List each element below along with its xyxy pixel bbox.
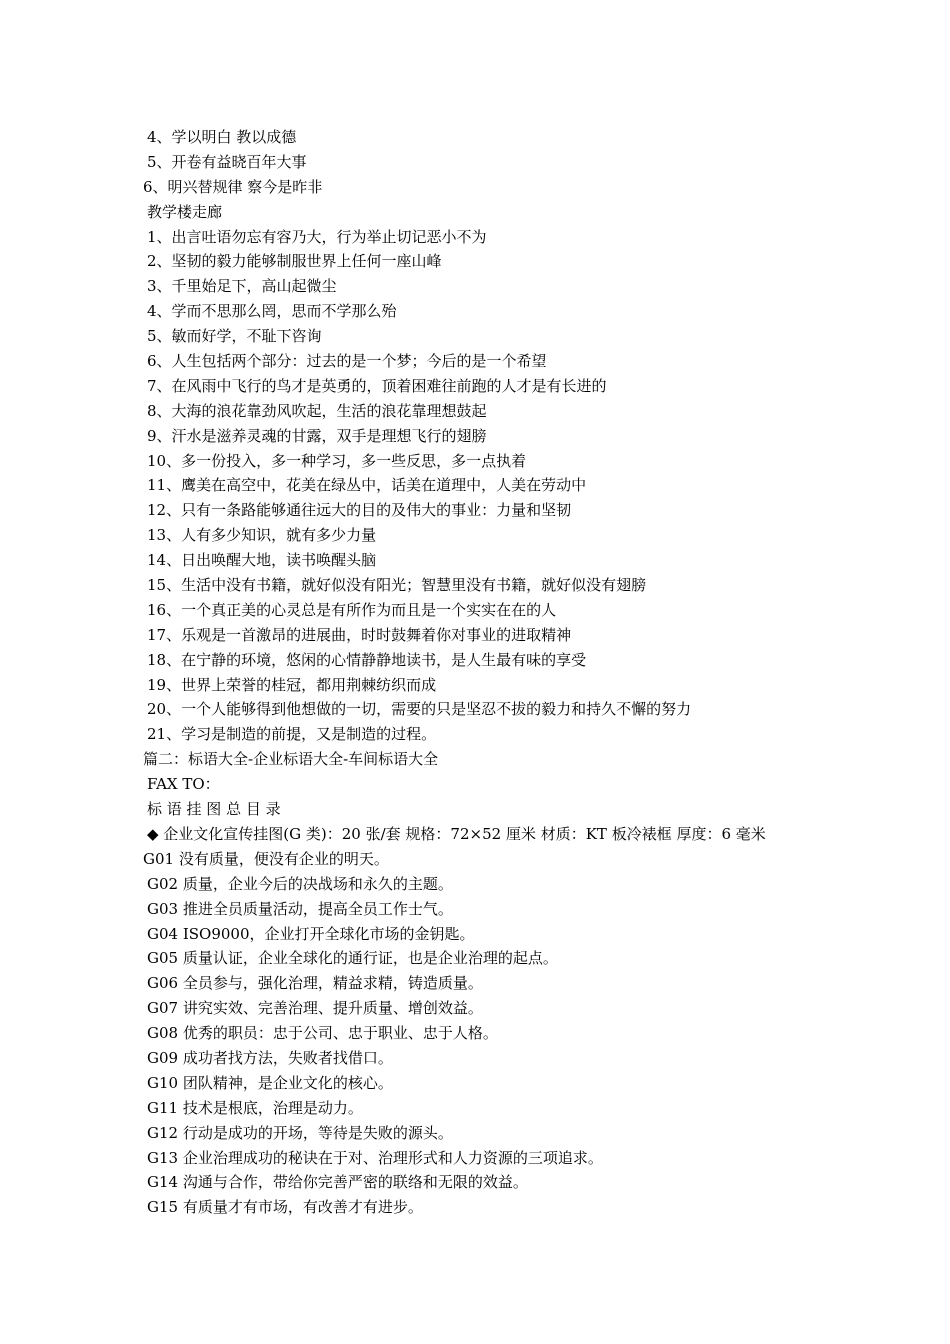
text-line: G02 质量，企业今后的决战场和永久的主题。: [147, 874, 453, 893]
text-line: 8、大海的浪花靠劲风吹起，生活的浪花靠理想鼓起: [147, 401, 487, 420]
text-line: 18、在宁静的环境，悠闲的心情静静地读书，是人生最有味的享受: [147, 650, 587, 669]
text-line: G03 推进全员质量活动，提高全员工作士气。: [147, 899, 453, 918]
text-line: 15、生活中没有书籍，就好似没有阳光；智慧里没有书籍，就好似没有翅膀: [147, 576, 647, 595]
text-line: 教学楼走廊: [147, 202, 223, 221]
text-line: 11、鹰美在高空中，花美在绿丛中，话美在道理中，人美在劳动中: [147, 476, 587, 495]
text-line: 1、出言吐语勿忘有容乃大，行为举止切记恶小不为: [147, 227, 487, 246]
text-line: 13、人有多少知识，就有多少力量: [147, 526, 377, 545]
text-line: FAX TO：: [147, 775, 220, 794]
text-line: G06 全员参与，强化治理，精益求精，铸造质量。: [147, 974, 483, 993]
text-line: G14 沟通与合作，带给你完善严密的联络和无限的效益。: [147, 1173, 528, 1192]
text-line: 篇二：标语大全-企业标语大全-车间标语大全: [143, 750, 439, 769]
text-line: 9、汗水是滋养灵魂的甘露，双手是理想飞行的翅膀: [147, 426, 487, 445]
text-line: 10、多一份投入，多一种学习，多一些反思，多一点执着: [147, 451, 527, 470]
text-line: 2、坚韧的毅力能够制服世界上任何一座山峰: [147, 252, 442, 271]
text-line: G08 优秀的职员：忠于公司、忠于职业、忠于人格。: [147, 1024, 498, 1043]
text-line: 14、日出唤醒大地，读书唤醒头脑: [147, 551, 377, 570]
text-line: G11 技术是根底，治理是动力。: [147, 1098, 363, 1117]
text-line: 标 语 挂 图 总 目 录: [147, 800, 281, 819]
text-line: G07 讲究实效、完善治理、提升质量、增创效益。: [147, 999, 483, 1018]
text-line: 6、明兴替规律 察今是昨非: [143, 177, 323, 196]
text-line: G13 企业治理成功的秘诀在于对、治理形式和人力资源的三项追求。: [147, 1148, 603, 1167]
text-line: ◆ 企业文化宣传挂图(G 类)：20 张/套 规格：72×52 厘米 材质：KT 板冷裱框 厚度：6 毫米: [147, 824, 766, 843]
text-line: 6、人生包括两个部分：过去的是一个梦；今后的是一个希望: [147, 352, 547, 371]
text-line: G05 质量认证，企业全球化的通行证，也是企业治理的起点。: [147, 949, 558, 968]
text-line: 16、一个真正美的心灵总是有所作为而且是一个实实在在的人: [147, 600, 557, 619]
text-line: G12 行动是成功的开场，等待是失败的源头。: [147, 1123, 453, 1142]
text-line: 7、在风雨中飞行的鸟才是英勇的，顶着困难往前跑的人才是有长进的: [147, 376, 607, 395]
text-line: 3、千里始足下，高山起微尘: [147, 277, 337, 296]
text-line: 17、乐观是一首激昂的进展曲，时时鼓舞着你对事业的进取精神: [147, 625, 572, 644]
text-line: 5、开卷有益晓百年大事: [147, 152, 307, 171]
text-line: G01 没有质量，便没有企业的明天。: [143, 849, 389, 868]
text-line: 12、只有一条路能够通往远大的目的及伟大的事业：力量和坚韧: [147, 501, 572, 520]
document-body: [143, 125, 823, 1220]
text-line: 5、敏而好学，不耻下咨询: [147, 327, 322, 346]
text-line: 19、世界上荣誉的桂冠，都用荆棘纺织而成: [147, 675, 437, 694]
text-line: 4、学而不思那么罔，思而不学那么殆: [147, 302, 397, 321]
text-line: 20、一个人能够得到他想做的一切，需要的只是坚忍不拔的毅力和持久不懈的努力: [147, 700, 692, 719]
text-line: 21、学习是制造的前提，又是制造的过程。: [147, 725, 437, 744]
text-line: 4、学以明白 教以成德: [147, 128, 297, 146]
text-line: G09 成功者找方法，失败者找借口。: [147, 1048, 393, 1067]
text-line: G15 有质量才有市场，有改善才有进步。: [147, 1198, 423, 1217]
text-line: G04 ISO9000，企业打开全球化市场的金钥匙。: [147, 924, 475, 943]
text-line: G10 团队精神，是企业文化的核心。: [147, 1073, 393, 1092]
